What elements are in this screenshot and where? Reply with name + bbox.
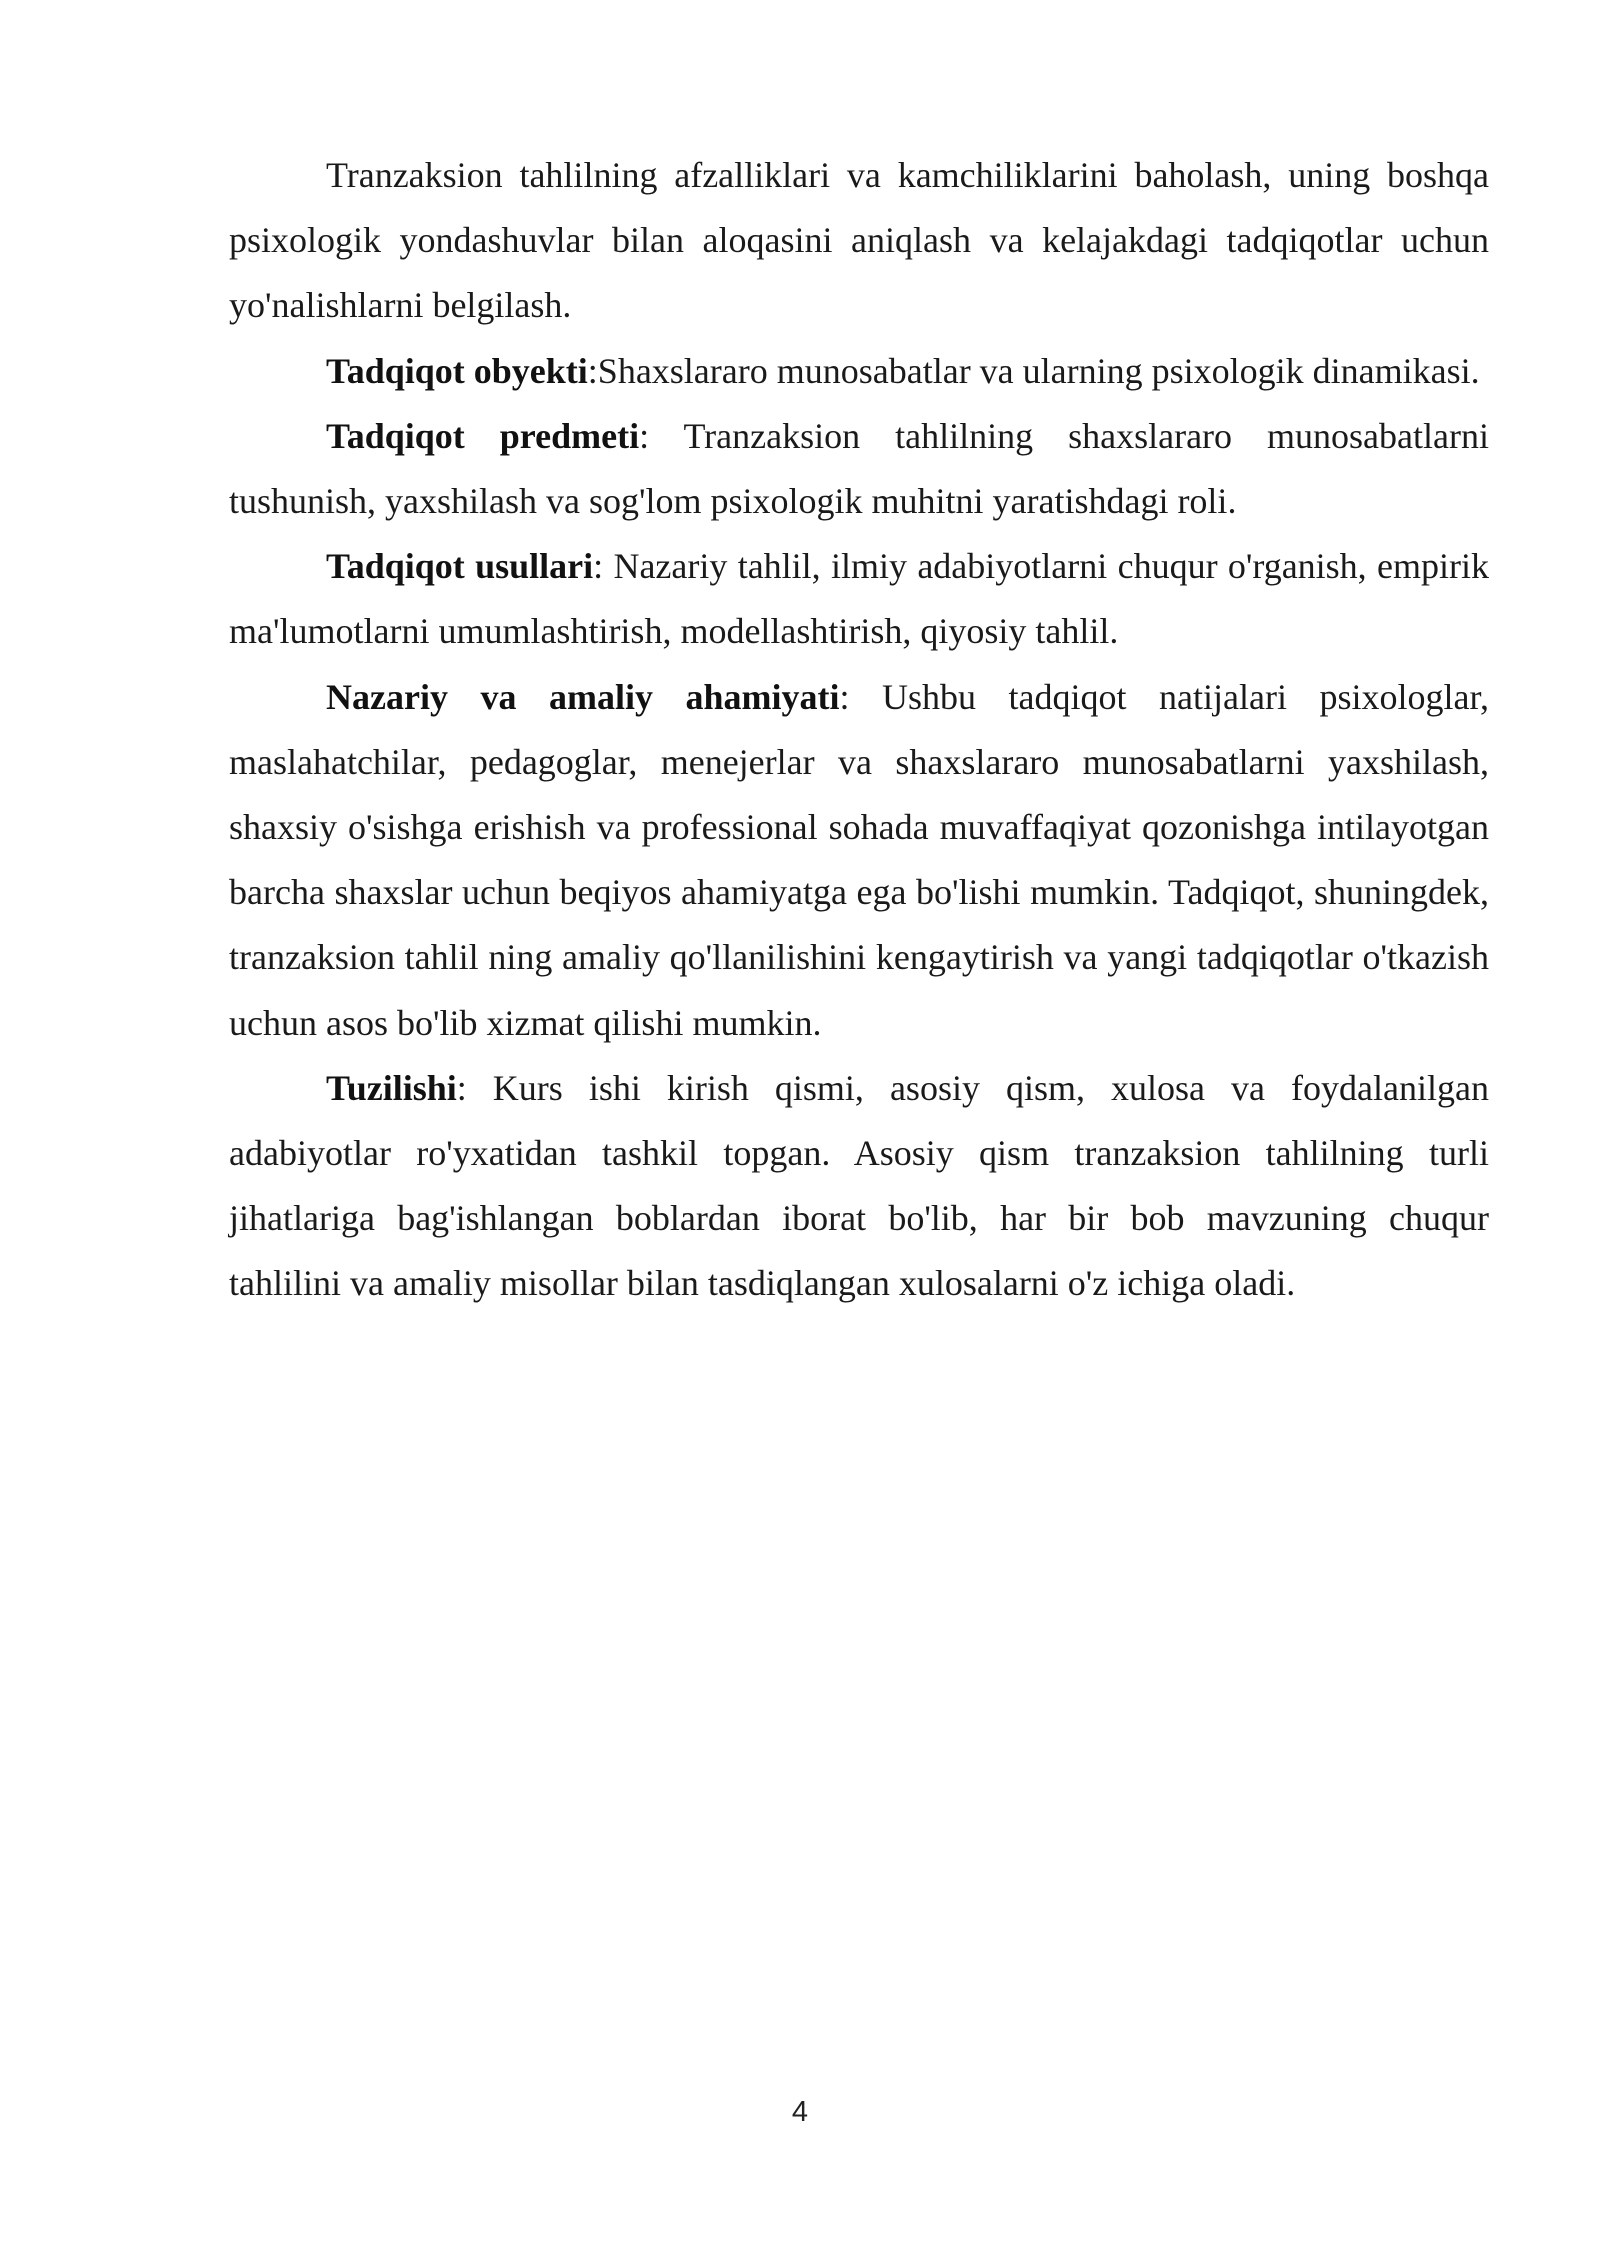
heading-separator: :	[456, 1067, 493, 1108]
paragraph-text: Kurs ishi kirish qismi, asosiy qism, xulosa va foydalanilgan adabiyotlar ro'yxatidan tashkil topgan. Asosiy qism tranzaksion tahlilning turli jihatlariga bag'ishlangan boblardan iborat bo'lib, har bir bob mavzuning chuqur tahlilini va amaliy misollar bilan tasdiqlangan xulosalarni o'z ichiga oladi.	[229, 1067, 1489, 1304]
paragraph-heading: Tadqiqot obyekti	[326, 350, 588, 391]
heading-separator: :	[593, 546, 614, 587]
paragraph-research-methods	[229, 534, 1489, 664]
paragraph-research-subject	[229, 404, 1489, 534]
paragraph-heading: Tadqiqot usullari	[326, 546, 594, 587]
paragraph-text: Shaxslararo munosabatlar va ularning psixologik dinamikasi.	[597, 350, 1480, 391]
heading-separator: :	[639, 415, 684, 456]
paragraph-goal	[229, 143, 1489, 339]
paragraph-research-object	[229, 339, 1489, 404]
heading-separator: :	[587, 350, 598, 391]
heading-separator: :	[839, 676, 882, 717]
paragraph-text: Tranzaksion tahlilning shaxslararo munosabatlarni tushunish, yaxshilash va sog'lom psixologik muhitni yaratishdagi roli.	[229, 415, 1489, 522]
page-number: 4	[791, 2096, 809, 2128]
paragraph-heading: Nazariy va amaliy ahamiyati	[326, 676, 840, 717]
paragraph-heading: Tuzilishi	[326, 1067, 457, 1108]
paragraph-significance	[229, 665, 1489, 1056]
paragraph-heading: Tadqiqot predmeti	[326, 415, 640, 456]
paragraph-text: Tranzaksion tahlilning afzalliklari va kamchiliklarini baholash, uning boshqa psixologik yondashuvlar bilan aloqasini aniqlash va kelajakdagi tadqiqotlar uchun yo'nalishlarni belgilash.	[229, 155, 1489, 326]
paragraph-text: Ushbu tadqiqot natijalari psixologlar, maslahatchilar, pedagoglar, menejerlar va shaxslararo munosabatlarni yaxshilash, shaxsiy o'sishga erishish va professional sohada muvaffaqiyat qozonishga intilayotgan barcha shaxslar uchun beqiyos ahamiyatga ega bo'lishi mumkin. Tadqiqot, shuningdek, tranzaksion tahlil ning amaliy qo'llanilishini kengaytirish va yangi tadqiqotlar o'tkazish uchun asos bo'lib xizmat qilishi mumkin.	[229, 676, 1489, 1043]
paragraph-text: Nazariy tahlil, ilmiy adabiyotlarni chuqur o'rganish, empirik ma'lumotlarni umumlashtirish, modellashtirish, qiyosiy tahlil.	[229, 546, 1489, 652]
paragraph-structure	[229, 1056, 1489, 1317]
page-body	[229, 143, 1489, 1317]
